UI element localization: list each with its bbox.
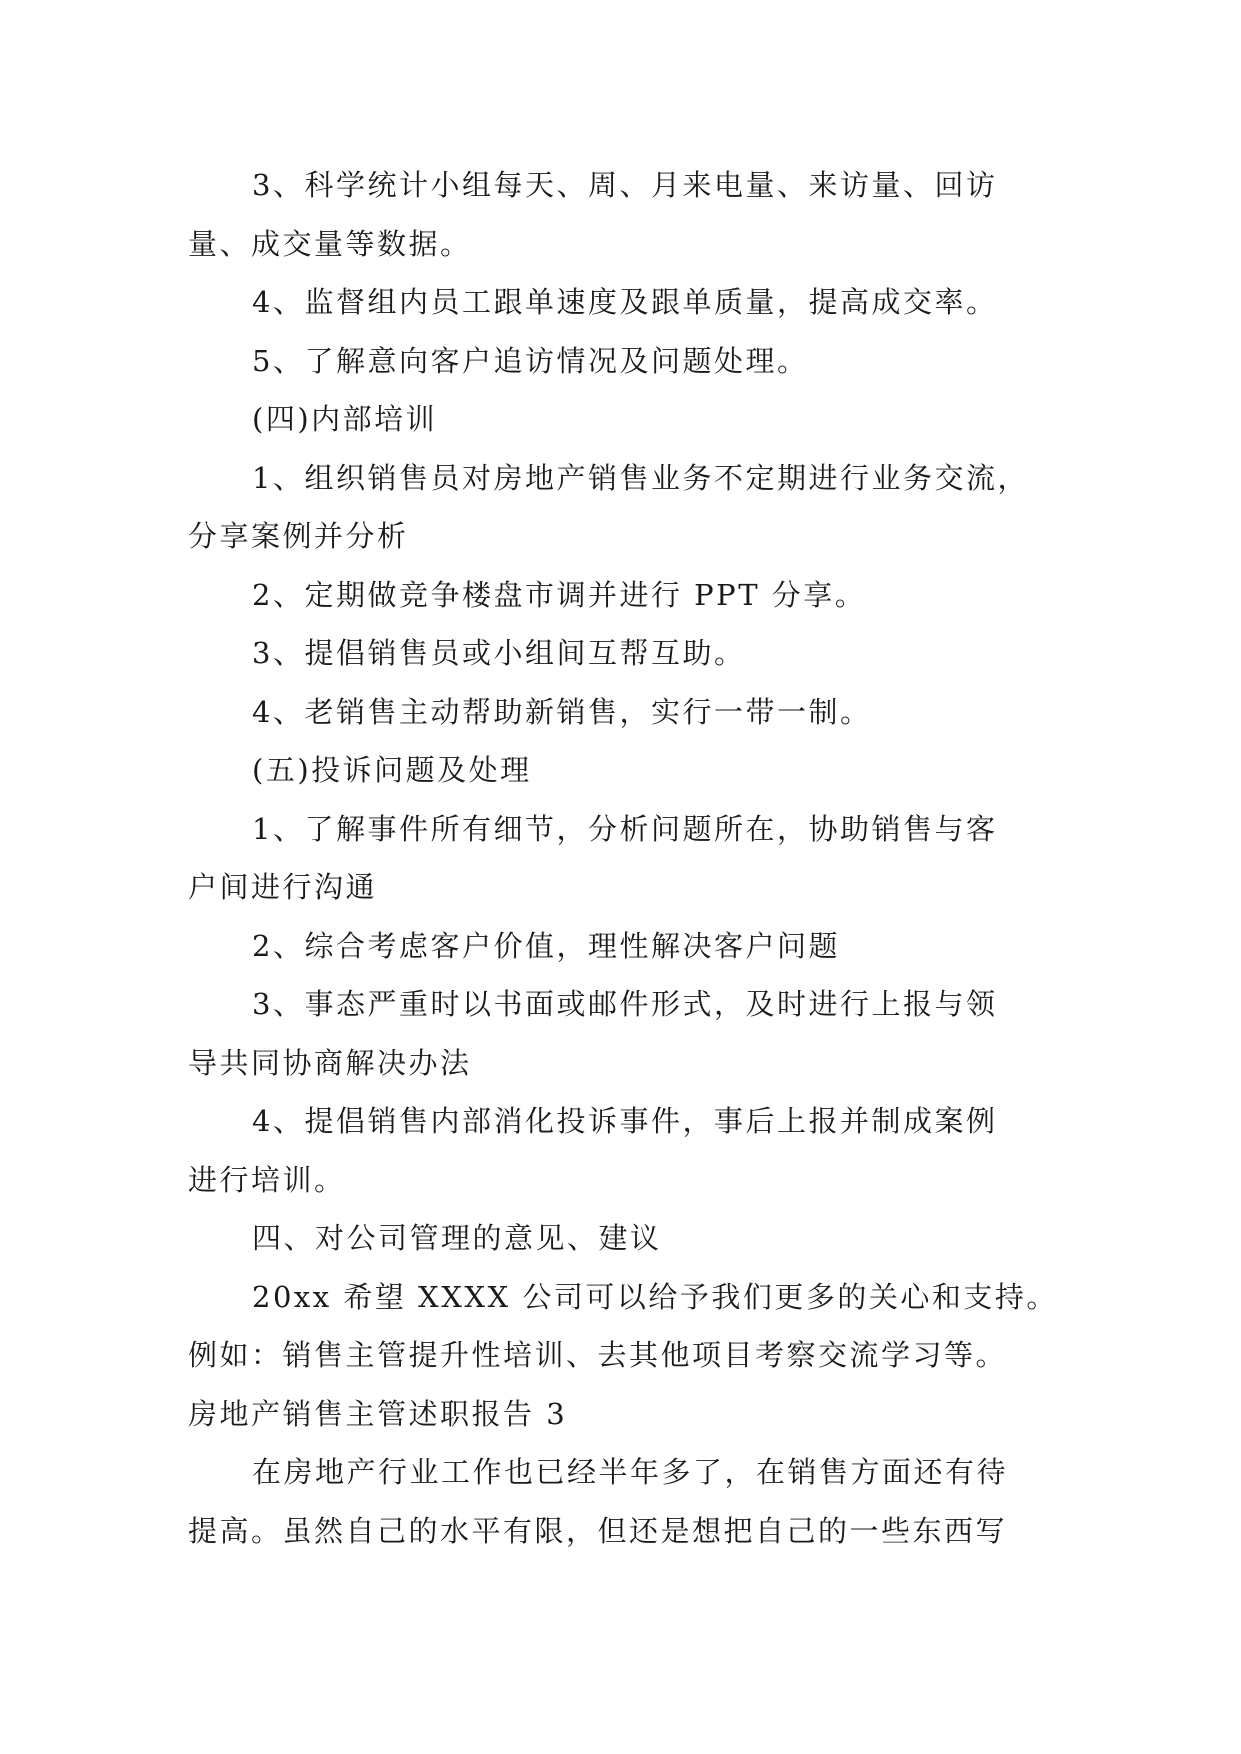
text-line: 4、老销售主动帮助新销售，实行一带一制。 — [252, 694, 872, 729]
document-body — [188, 156, 1063, 1560]
section-heading: (五)投诉问题及处理 — [252, 753, 532, 787]
text-line: 3、事态严重时以书面或邮件形式，及时进行上报与领 — [252, 987, 998, 1021]
text-line: 户间进行沟通 — [188, 870, 378, 904]
text-line: 例如：销售主管提升性培训、去其他项目考察交流学习等。 — [188, 1338, 1008, 1372]
text-line: 2、综合考虑客户价值，理性解决客户问题 — [252, 928, 840, 963]
text-line: 导共同协商解决办法 — [188, 1045, 472, 1080]
text-line: 在房地产行业工作也已经半年多了，在销售方面还有待 — [252, 1455, 1009, 1489]
section-heading: (四)内部培训 — [252, 402, 438, 436]
text-line: 5、了解意向客户追访情况及问题处理。 — [252, 343, 809, 378]
text-line: 提高。虽然自己的水平有限，但还是想把自己的一些东西写 — [188, 1513, 1008, 1548]
report-title: 房地产销售主管述职报告 3 — [188, 1396, 568, 1431]
text-line: 进行培训。 — [188, 1162, 346, 1197]
section-heading: 四、对公司管理的意见、建议 — [252, 1221, 662, 1255]
text-line: 4、监督组内员工跟单速度及跟单质量，提高成交率。 — [252, 285, 998, 319]
text-line: 20xx 希望 XXXX 公司可以给予我们更多的关心和支持。 — [252, 1279, 1058, 1314]
text-line: 4、提倡销售内部消化投诉事件，事后上报并制成案例 — [252, 1104, 998, 1138]
text-line: 3、科学统计小组每天、周、月来电量、来访量、回访 — [252, 168, 998, 202]
text-line: 2、定期做竞争楼盘市调并进行 PPT 分享。 — [252, 577, 867, 612]
text-line: 分享案例并分析 — [188, 519, 409, 553]
text-line: 量、成交量等数据。 — [188, 226, 472, 261]
text-line: 1、组织销售员对房地产销售业务不定期进行业务交流， — [252, 460, 1029, 495]
text-line: 3、提倡销售员或小组间互帮互助。 — [252, 636, 746, 670]
text-line: 1、了解事件所有细节，分析问题所在，协助销售与客 — [252, 811, 998, 846]
